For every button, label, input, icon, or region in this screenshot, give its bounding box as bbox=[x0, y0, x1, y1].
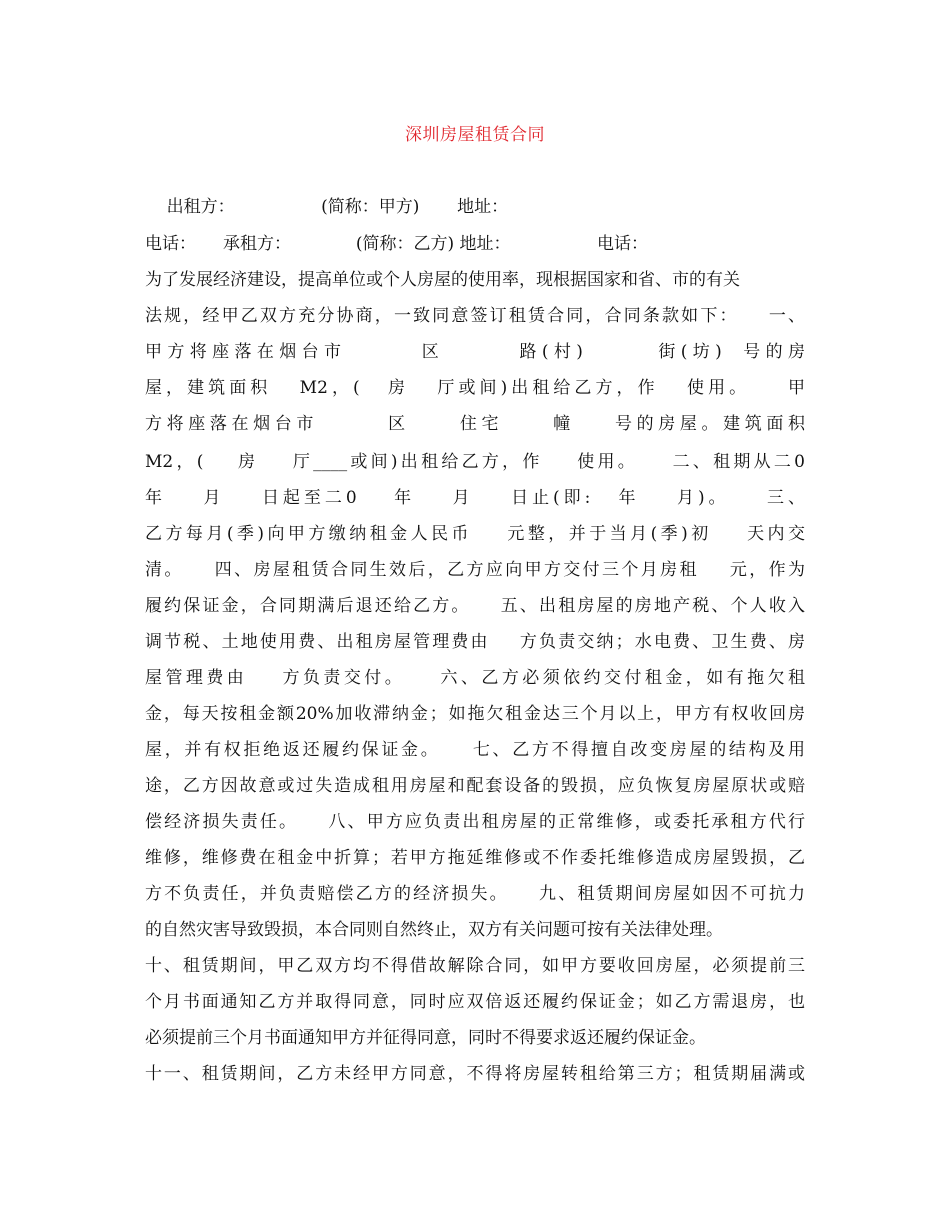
body-line: 屋管理费由 方负责交付。 六、乙方必须依约交付租金，如有拖欠租 bbox=[145, 668, 805, 688]
body-line: 十、租赁期间，甲乙双方均不得借故解除合同，如甲方要收回房屋，必须提前三 bbox=[145, 956, 805, 976]
body-line: 年 月 日起至二0 年 月 日止(即: 年 月)。 三、 bbox=[145, 488, 805, 508]
body-line: 履约保证金，合同期满后退还给乙方。 五、出租房屋的房地产税、个人收入 bbox=[145, 596, 805, 616]
body-line: 法规，经甲乙双方充分协商，一致同意签订租赁合同，合同条款如下： 一、 bbox=[145, 306, 805, 326]
body-line: 个月书面通知乙方并取得同意，同时应双倍返还履约保证金；如乙方需退房，也 bbox=[145, 992, 805, 1012]
body-line: 途，乙方因故意或过失造成租用房屋和配套设备的毁损，应负恢复房屋原状或赔 bbox=[145, 776, 805, 796]
document-title: 深圳房屋租赁合同 bbox=[405, 125, 545, 145]
body-line: 电话： 承租方： (简称：乙方) 地址： 电话： bbox=[145, 234, 648, 254]
body-line: 调节税、土地使用费、出租房屋管理费由 方负责交纳；水电费、卫生费、房 bbox=[145, 632, 805, 652]
body-line: 屋，建筑面积 M2，( 房 厅或间)出租给乙方，作 使用。 甲 bbox=[145, 378, 805, 398]
body-line: 出租方： (简称：甲方) 地址： bbox=[145, 197, 509, 217]
body-line: 乙方每月(季)向甲方缴纳租金人民币 元整，并于当月(季)初 天内交 bbox=[145, 524, 805, 544]
body-line: 清。 四、房屋租赁合同生效后，乙方应向甲方交付三个月房租 元，作为 bbox=[145, 560, 805, 580]
body-line: 偿经济损失责任。 八、甲方应负责出租房屋的正常维修，或委托承租方代行 bbox=[145, 812, 805, 832]
body-line: 必须提前三个月书面通知甲方并征得同意，同时不得要求返还履约保证金。 bbox=[145, 1028, 706, 1048]
body-line: M2，( 房 厅____或间)出租给乙方，作 使用。 二、租期从二0 bbox=[145, 452, 805, 472]
body-line: 维修，维修费在租金中折算；若甲方拖延维修或不作委托维修造成房屋毁损，乙 bbox=[145, 848, 805, 868]
body-line: 方不负责任，并负责赔偿乙方的经济损失。 九、租赁期间房屋如因不可抗力 bbox=[145, 884, 805, 904]
body-line: 金，每天按租金额20%加收滞纳金；如拖欠租金达三个月以上，甲方有权收回房 bbox=[145, 704, 805, 724]
body-line: 的自然灾害导致毁损，本合同则自然终止，双方有关问题可按有关法律处理。 bbox=[145, 920, 723, 940]
body-line: 甲方将座落在烟台市 区 路(村) 街(坊) 号的房 bbox=[145, 342, 805, 362]
body-line: 为了发展经济建设，提高单位或个人房屋的使用率，现根据国家和省、市的有关 bbox=[145, 270, 740, 290]
body-line: 方将座落在烟台市 区 住宅 幢 号的房屋。建筑面积 bbox=[145, 414, 805, 434]
body-line: 十一、租赁期间，乙方未经甲方同意，不得将房屋转租给第三方；租赁期届满或 bbox=[145, 1064, 805, 1084]
body-line: 屋，并有权拒绝返还履约保证金。 七、乙方不得擅自改变房屋的结构及用 bbox=[145, 740, 805, 760]
